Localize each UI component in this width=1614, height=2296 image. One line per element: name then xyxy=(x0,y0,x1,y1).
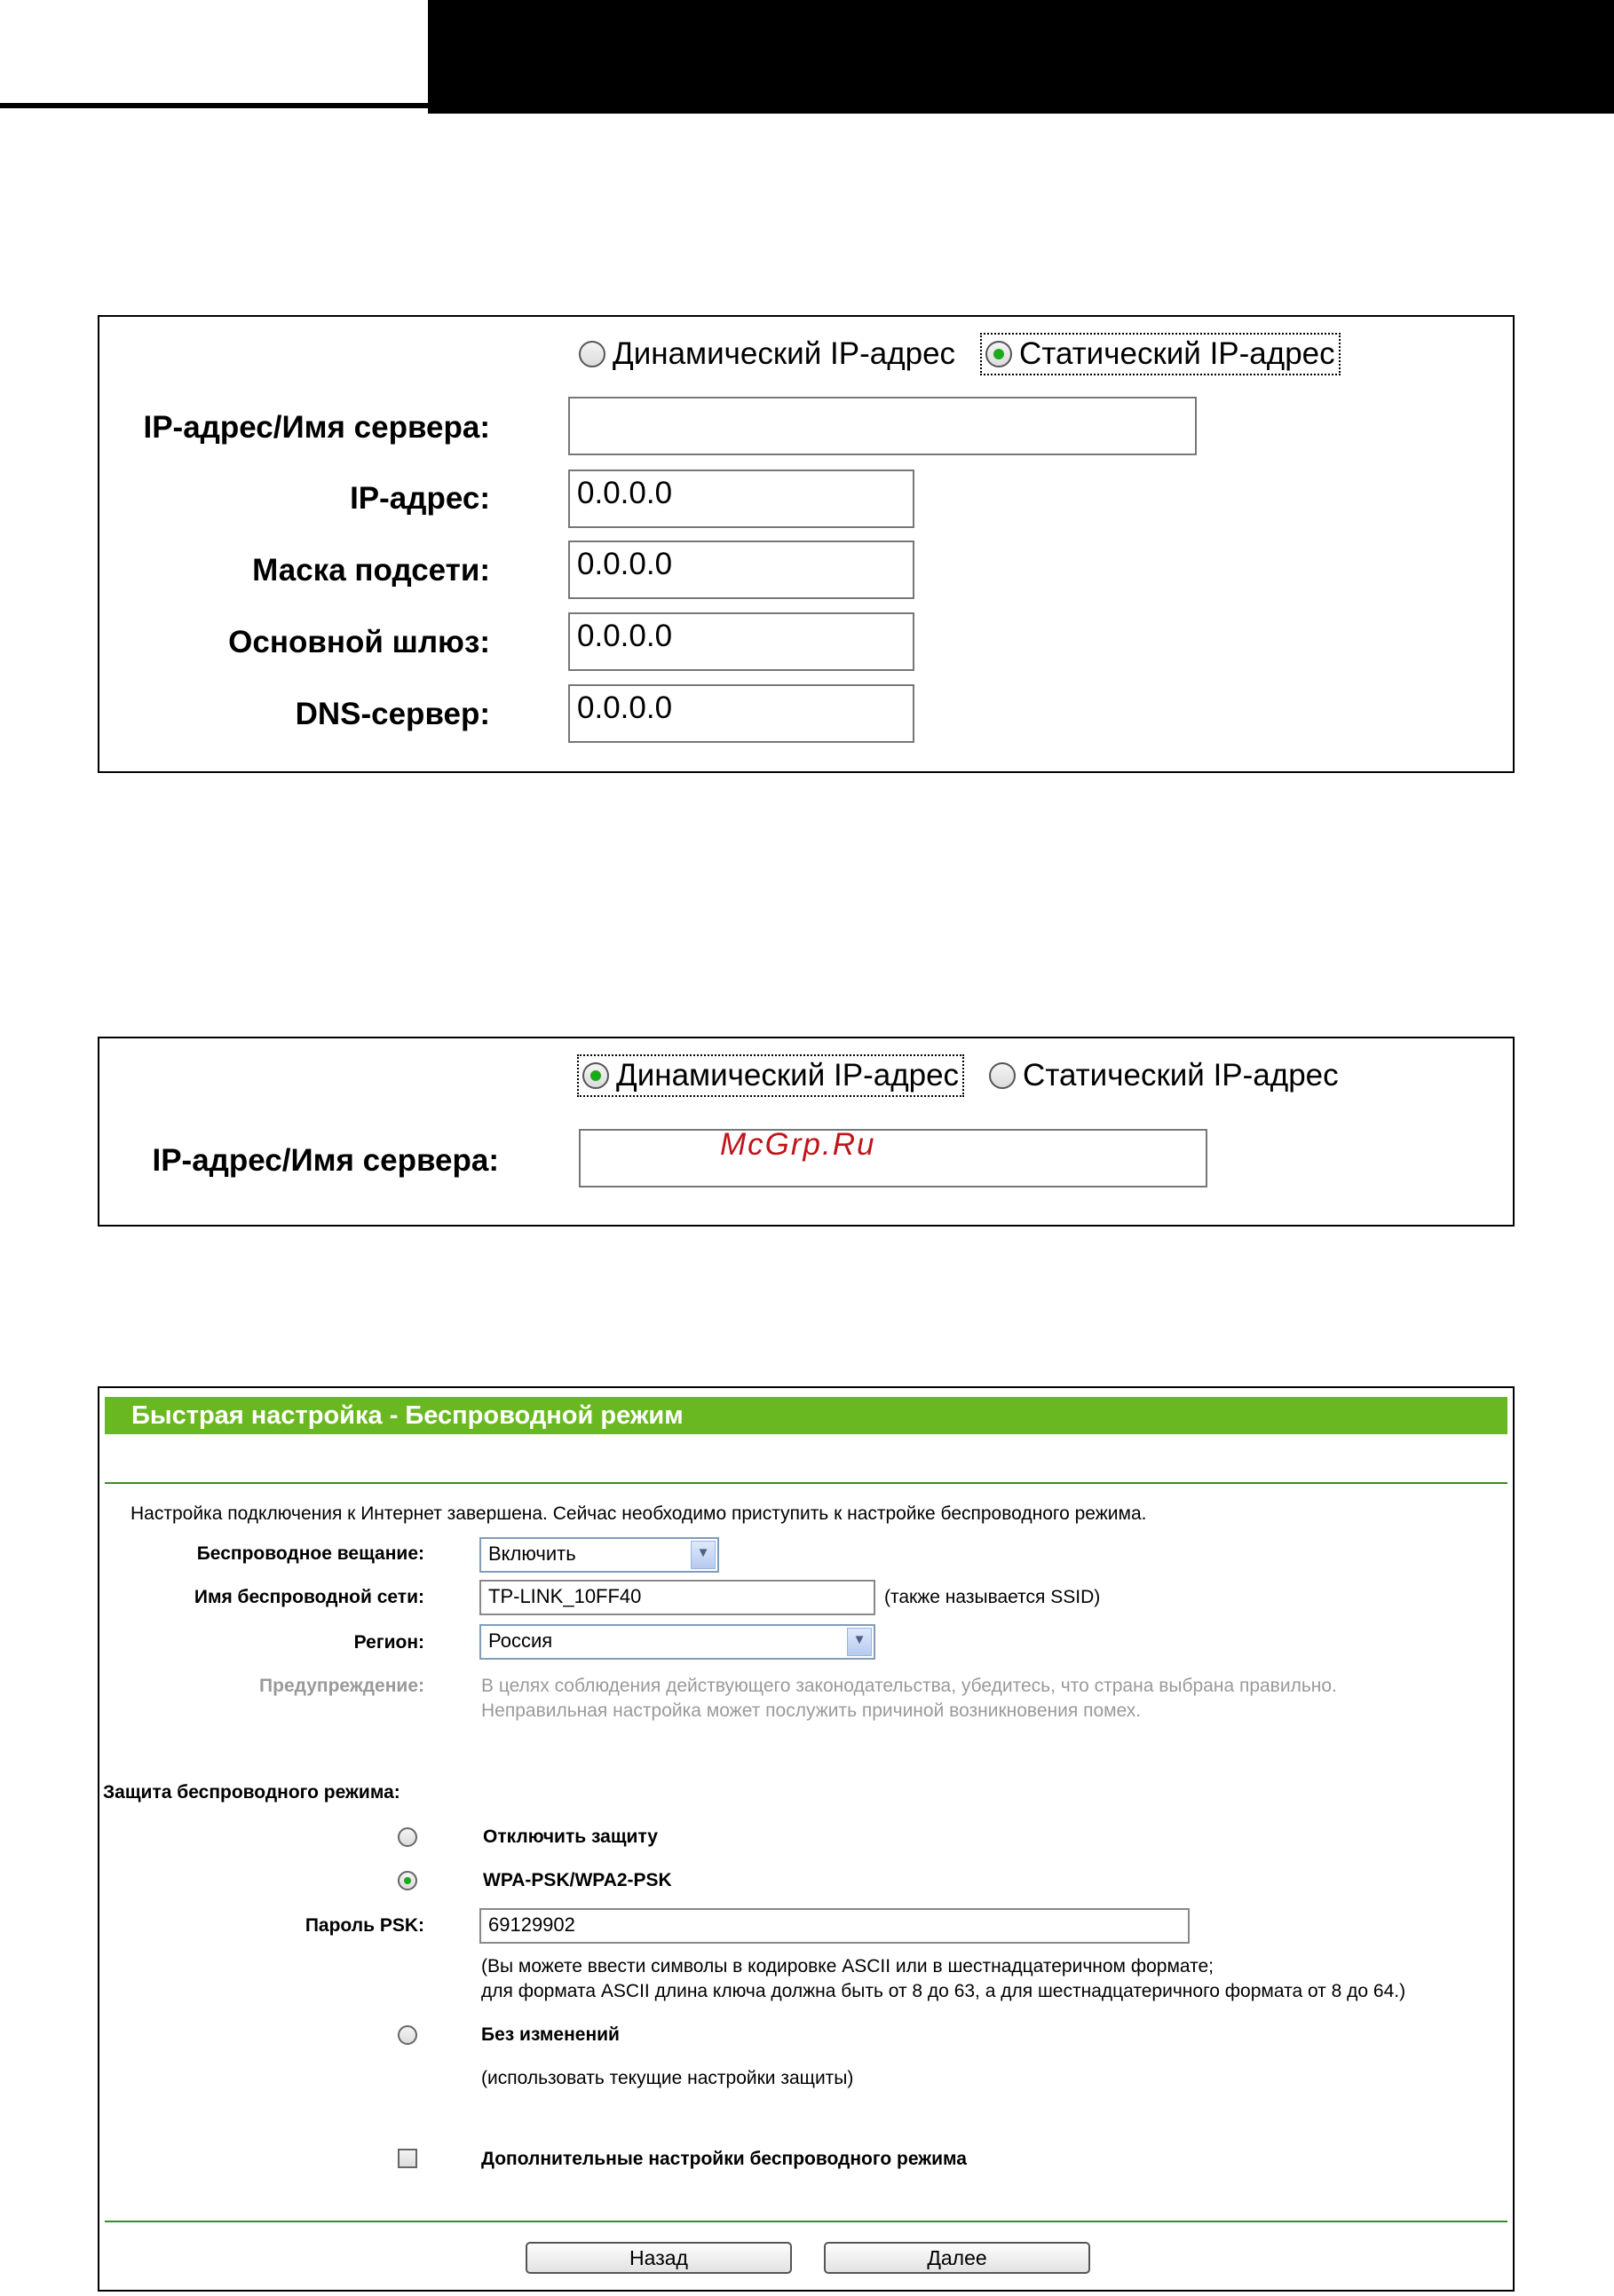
radio-checked-icon xyxy=(582,1062,609,1089)
region-value: Россия xyxy=(488,1629,553,1652)
psk-label: Пароль PSK: xyxy=(305,1915,424,1936)
intro-text: Настройка подключения к Интернет завершена. Сейчас необходимо приступить к настройке беспроводного режима. xyxy=(131,1503,1147,1524)
ip-label: IP-адрес: xyxy=(350,481,490,516)
warning-line1: В целях соблюдения действующего законодательства, убедитесь, что страна выбрана правильно. xyxy=(481,1676,1337,1696)
radio-static-label: Статический IP-адрес xyxy=(1019,336,1335,371)
radio-static-ip[interactable] xyxy=(982,335,1339,374)
psk-note-line1: (Вы можете ввести символы в кодировке ASCII или в шестнадцатеричном формате; xyxy=(481,1956,1214,1976)
gateway-label: Основной шлюз: xyxy=(228,625,490,659)
radio-dynamic-label: Динамический IP-адрес xyxy=(616,1058,960,1093)
wireless-setup-panel xyxy=(98,1386,1515,2292)
radio-no-change[interactable] xyxy=(398,2025,417,2045)
broadcast-value: Включить xyxy=(488,1543,576,1565)
radio-disable-security[interactable] xyxy=(398,1827,417,1847)
panel-title: Быстрая настройка - Беспроводной режим xyxy=(105,1397,1507,1434)
radio-icon xyxy=(989,1062,1016,1089)
watermark: McGrp.Ru xyxy=(720,1127,876,1162)
radio-static-label: Статический IP-адрес xyxy=(1023,1058,1339,1093)
back-button[interactable]: Назад xyxy=(526,2242,792,2274)
ssid-input[interactable]: TP-LINK_10FF40 xyxy=(479,1580,875,1615)
ip-input[interactable]: 0.0.0.0 xyxy=(568,469,914,528)
divider xyxy=(105,1482,1507,1484)
psk-note-line2: для формата ASCII длина ключа должна быть от 8 до 63, а для шестнадцатеричного формата от 8 до 64.) xyxy=(481,1981,1406,2001)
page-header-bar xyxy=(428,0,1614,114)
ssid-label: Имя беспроводной сети: xyxy=(194,1587,424,1607)
opt-wpa-label: WPA-PSK/WPA2-PSK xyxy=(483,1870,672,1890)
page-header-left xyxy=(0,0,428,108)
server-input[interactable] xyxy=(568,397,1197,455)
radio-wpa-psk[interactable] xyxy=(398,1871,417,1890)
radio-dynamic-label: Динамический IP-адрес xyxy=(613,336,956,371)
warning-label: Предупреждение: xyxy=(259,1676,424,1696)
mask-input[interactable]: 0.0.0.0 xyxy=(568,540,914,599)
ip-mode-radio-group xyxy=(579,1056,1365,1095)
security-title: Защита беспроводного режима: xyxy=(103,1782,400,1803)
radio-static-ip[interactable] xyxy=(989,1058,1339,1093)
dns-label: DNS-сервер: xyxy=(295,697,490,731)
region-select[interactable] xyxy=(479,1624,875,1660)
server-input[interactable] xyxy=(579,1129,1207,1187)
psk-input[interactable]: 69129902 xyxy=(479,1908,1190,1944)
radio-icon xyxy=(579,341,605,367)
opt-disable-label: Отключить защиту xyxy=(483,1827,658,1847)
broadcast-select[interactable] xyxy=(479,1537,719,1573)
server-label: IP-адрес/Имя сервера: xyxy=(152,1143,499,1178)
warning-line2: Неправильная настройка может послужить причиной возникновения помех. xyxy=(481,1700,1142,1721)
advanced-checkbox[interactable] xyxy=(398,2149,417,2168)
chevron-down-icon: ▼ xyxy=(691,1541,716,1569)
advanced-label: Дополнительные настройки беспроводного режима xyxy=(481,2149,967,2169)
opt-nochange-label: Без изменений xyxy=(481,2024,620,2045)
nochange-note: (использовать текущие настройки защиты) xyxy=(481,2068,854,2088)
ssid-note: (также называется SSID) xyxy=(884,1587,1101,1607)
broadcast-label: Беспроводное вещание: xyxy=(196,1543,424,1564)
divider xyxy=(105,2221,1507,2222)
static-ip-panel xyxy=(98,315,1515,773)
dns-input[interactable]: 0.0.0.0 xyxy=(568,684,914,743)
gateway-input[interactable]: 0.0.0.0 xyxy=(568,612,914,671)
next-button[interactable]: Далее xyxy=(824,2242,1090,2274)
chevron-down-icon: ▼ xyxy=(847,1628,872,1656)
mask-label: Маска подсети: xyxy=(252,553,490,588)
server-label: IP-адрес/Имя сервера: xyxy=(143,410,490,445)
ip-mode-radio-group xyxy=(579,335,1365,374)
region-label: Регион: xyxy=(353,1632,424,1653)
radio-dynamic-ip[interactable] xyxy=(579,1056,962,1095)
radio-checked-icon xyxy=(985,341,1012,367)
radio-dynamic-ip[interactable] xyxy=(579,336,955,372)
